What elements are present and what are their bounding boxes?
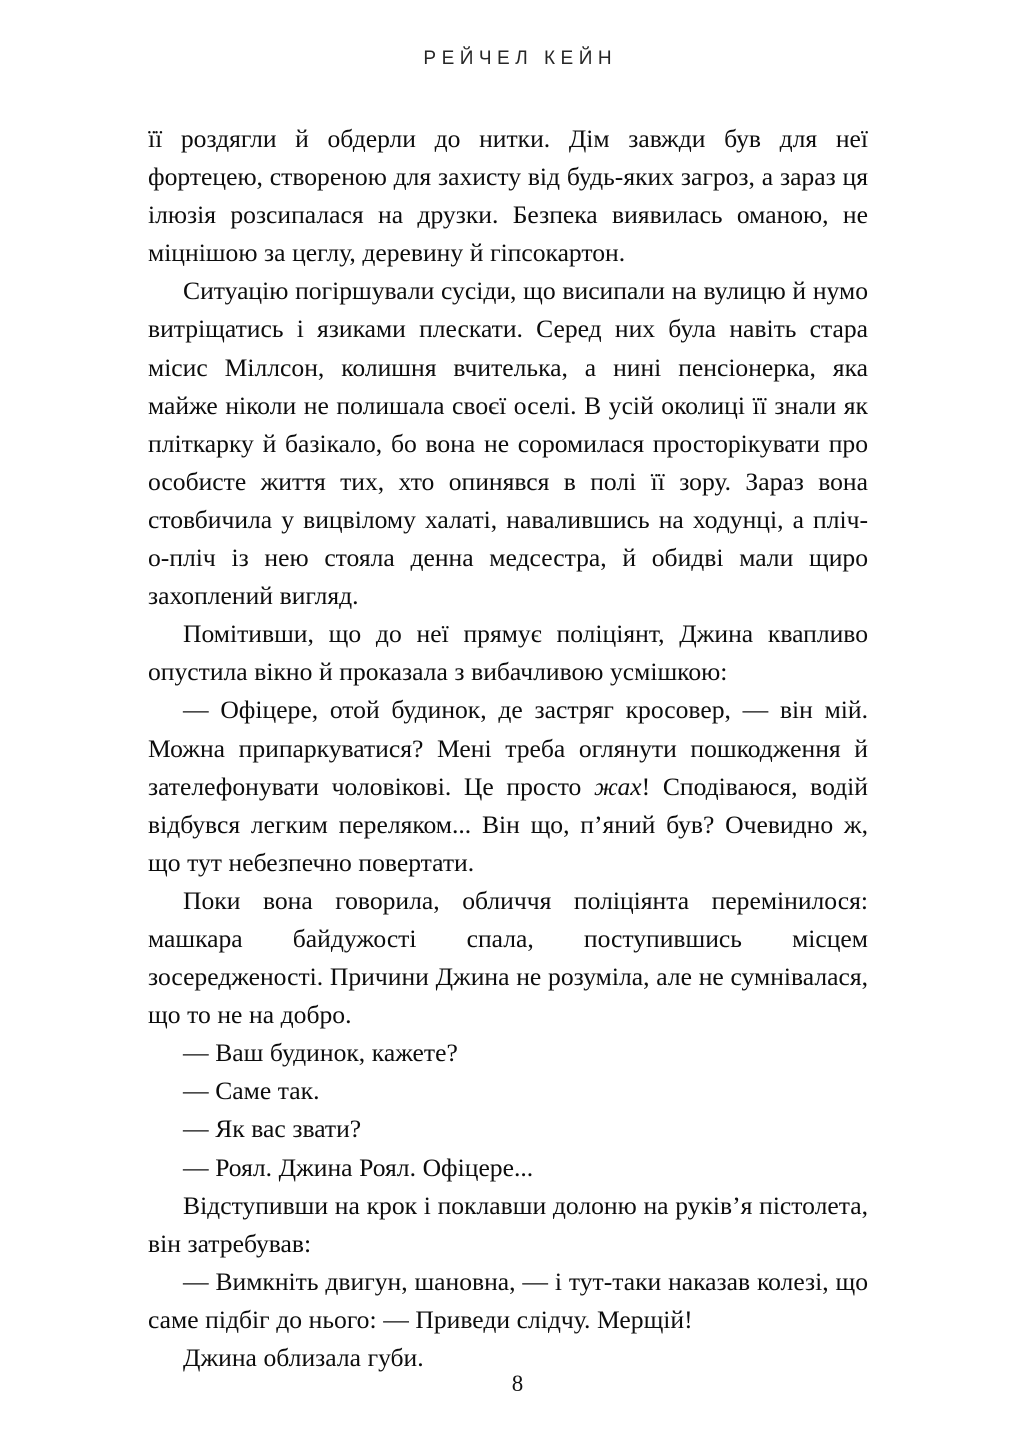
emphasized-word: жах bbox=[594, 771, 642, 801]
paragraph: Поки вона говорила, обличчя поліціянта перемінилося: машкара байдужості спала, поступившись місцем зосередженості. Причини Джина не розуміла, але не сумнівалася, що то не на добро. bbox=[148, 885, 868, 1030]
dialogue-line: — Як вас звати? bbox=[183, 1114, 362, 1144]
paragraph: Джина облизала губи. bbox=[183, 1343, 424, 1372]
dialogue-line: — Роял. Джина Роял. Офіцере... bbox=[183, 1152, 534, 1182]
paragraph: Відступивши на крок і поклавши долоню на руків’я пістолета, він затребував: bbox=[148, 1190, 868, 1258]
dialogue-text-after-emphasis: ! Сподіваюся, водій відбувся легким переляком... Він що, п’яний був? Очевидно ж, що тут небезпечно повертати. bbox=[148, 771, 868, 877]
paragraph: Помітивши, що до неї прямує поліціянт, Джина квапливо опустила вікно й проказала з вибачливою усмішкою: bbox=[148, 619, 868, 687]
paragraph: її роздягли й обдерли до нитки. Дім завжди був для неї фортецею, створеною для захисту від будь-яких загроз, а зараз ця ілюзія розсипалася на друзки. Безпека виявилась оманою, не міцнішою за цеглу, деревину й гіпсокартон. bbox=[148, 124, 868, 268]
dialogue-paragraph bbox=[148, 691, 868, 881]
dialogue-text-before-emphasis: — Офіцере, отой будинок, де застряг кросовер, — він мій. Можна припаркуватися? Мені треба оглянути пошкодження й зателефонувати чоловікові. Це просто bbox=[148, 695, 868, 801]
running-head: РЕЙЧЕЛ КЕЙН bbox=[423, 48, 618, 69]
body-text-block bbox=[148, 120, 868, 1377]
dialogue-line: — Ваш будинок, кажете? bbox=[183, 1038, 458, 1068]
page-number: 8 bbox=[511, 1371, 524, 1396]
paragraph: Ситуацію погіршували сусіди, що висипали на вулицю й нумо витріщатись і язиками плескати. Серед них була навіть стара місис Міллсон, колишня вчителька, а нині пенсіонерка, яка майже ніколи не полишала своєї оселі. В усій околиці її знали як пліткарку й базікало, бо вона не соромилася просторікувати про особисте життя тих, хто опинявся в полі її зору. Зараз вона стовбичила у вицвілому халаті, навалившись на ходунці, а пліч-о-пліч із нею стояла денна медсестра, й обидві мали щиро захоплений вигляд. bbox=[148, 276, 868, 611]
dialogue-line: — Саме так. bbox=[183, 1076, 320, 1106]
dialogue-paragraph: — Вимкніть двигун, шановна, — і тут-таки наказав колезі, що саме підбіг до нього: — Приведи слідчу. Мерщій! bbox=[148, 1266, 868, 1334]
